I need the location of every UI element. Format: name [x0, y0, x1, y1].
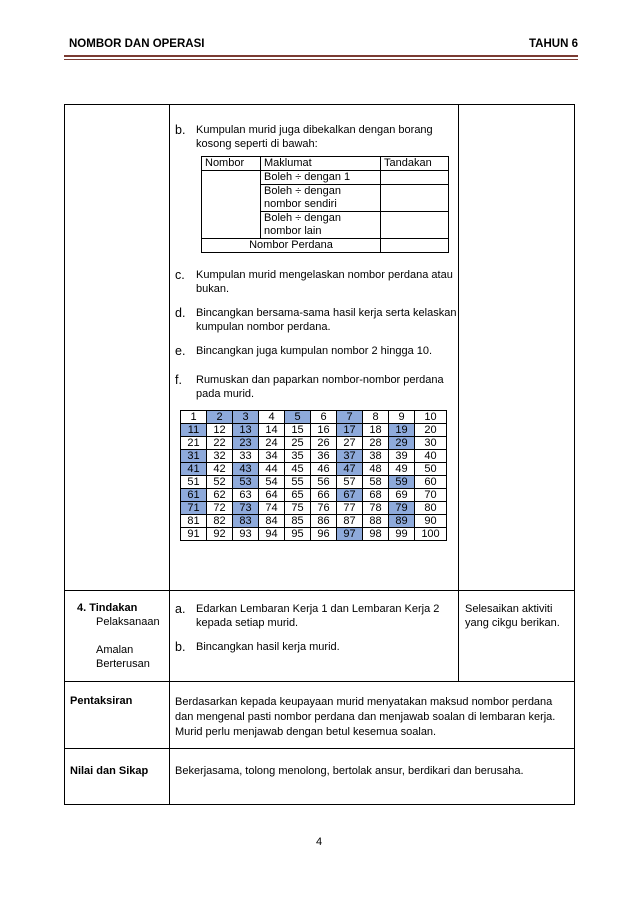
number-cell: 10	[415, 411, 447, 424]
number-grid-row	[181, 515, 447, 528]
number-cell: 84	[259, 515, 285, 528]
number-cell: 12	[207, 424, 233, 437]
number-cell: 2	[207, 411, 233, 424]
number-cell: 16	[311, 424, 337, 437]
tindakan-row	[65, 591, 575, 682]
number-cell: 14	[259, 424, 285, 437]
activity-content	[170, 105, 459, 591]
number-cell: 30	[415, 437, 447, 450]
number-cell: 32	[207, 450, 233, 463]
checklist-table	[201, 156, 449, 253]
item-c: c. Kumpulan murid mengelaskan nombor perdana atau bukan.	[175, 268, 453, 295]
header-nombor: Nombor	[202, 157, 261, 171]
number-cell: 38	[363, 450, 389, 463]
number-cell: 47	[337, 463, 363, 476]
pentaksiran-row	[65, 682, 575, 749]
header-maklumat: Maklumat	[261, 157, 381, 171]
number-cell: 77	[337, 502, 363, 515]
number-cell: 20	[415, 424, 447, 437]
prime-footer: Nombor Perdana	[202, 239, 381, 253]
number-grid-row	[181, 476, 447, 489]
number-cell: 29	[389, 437, 415, 450]
number-cell: 74	[259, 502, 285, 515]
number-cell: 55	[285, 476, 311, 489]
number-cell: 28	[363, 437, 389, 450]
number-cell: 61	[181, 489, 207, 502]
nilai-label: Nilai dan Sikap	[70, 765, 149, 777]
lesson-plan-table	[64, 104, 575, 805]
pentaksiran-text: Berdasarkan kepada keupayaan murid menyatakan maksud nombor perdana dan mengenal pasti nombor perdana dan menjawab soalan di lembaran kerja. Murid perlu menjawab dengan betul kesemua soalan.	[175, 696, 556, 738]
number-cell: 11	[181, 424, 207, 437]
number-cell: 86	[311, 515, 337, 528]
number-cell: 53	[233, 476, 259, 489]
pentaksiran-label: Pentaksiran	[70, 695, 133, 707]
number-cell: 58	[363, 476, 389, 489]
tick-cell-4	[381, 239, 449, 253]
tindakan-sub-pelaksanaan: Pelaksanaan	[96, 616, 160, 628]
number-cell: 75	[285, 502, 311, 515]
number-cell: 93	[233, 528, 259, 541]
number-cell: 78	[363, 502, 389, 515]
number-grid-row	[181, 411, 447, 424]
number-cell: 7	[337, 411, 363, 424]
number-cell: 33	[233, 450, 259, 463]
number-cell: 22	[207, 437, 233, 450]
number-cell: 4	[259, 411, 285, 424]
number-cell: 51	[181, 476, 207, 489]
number-cell: 37	[337, 450, 363, 463]
number-grid-row	[181, 502, 447, 515]
number-cell: 13	[233, 424, 259, 437]
activity-row	[65, 105, 575, 591]
number-cell: 99	[389, 528, 415, 541]
number-cell: 96	[311, 528, 337, 541]
number-cell: 25	[285, 437, 311, 450]
number-grid-row	[181, 463, 447, 476]
nilai-row	[65, 749, 575, 805]
number-cell: 44	[259, 463, 285, 476]
number-cell: 76	[311, 502, 337, 515]
number-cell: 42	[207, 463, 233, 476]
criteria-3: Boleh ÷ dengan nombor lain	[261, 212, 381, 239]
tick-cell-3	[381, 212, 449, 239]
number-cell: 91	[181, 528, 207, 541]
tick-cell-2	[381, 185, 449, 212]
number-cell: 43	[233, 463, 259, 476]
number-cell: 8	[363, 411, 389, 424]
number-cell: 63	[233, 489, 259, 502]
item-f: f. Rumuskan dan paparkan nombor-nombor perdana pada murid.	[175, 373, 444, 400]
number-cell: 100	[415, 528, 447, 541]
number-cell: 50	[415, 463, 447, 476]
number-cell: 46	[311, 463, 337, 476]
number-cell: 80	[415, 502, 447, 515]
number-cell: 83	[233, 515, 259, 528]
header-rule	[64, 55, 578, 57]
number-cell: 62	[207, 489, 233, 502]
number-cell: 48	[363, 463, 389, 476]
number-cell: 39	[389, 450, 415, 463]
number-cell: 9	[389, 411, 415, 424]
item-d: d. Bincangkan bersama-sama hasil kerja serta kelaskan kumpulan nombor perdana.	[175, 306, 457, 333]
number-cell: 69	[389, 489, 415, 502]
number-cell: 34	[259, 450, 285, 463]
number-cell: 79	[389, 502, 415, 515]
number-cell: 98	[363, 528, 389, 541]
number-cell: 95	[285, 528, 311, 541]
number-cell: 52	[207, 476, 233, 489]
criteria-2: Boleh ÷ dengan nombor sendiri	[261, 185, 381, 212]
number-cell: 68	[363, 489, 389, 502]
tindakan-sub-berterusan: Berterusan	[96, 658, 150, 670]
number-grid	[180, 410, 447, 541]
number-cell: 71	[181, 502, 207, 515]
number-cell: 36	[311, 450, 337, 463]
number-cell: 27	[337, 437, 363, 450]
nilai-text: Bekerjasama, tolong menolong, bertolak ansur, berdikari dan berusaha.	[175, 765, 524, 777]
header-rule-thin	[64, 59, 578, 60]
number-cell: 56	[311, 476, 337, 489]
number-cell: 19	[389, 424, 415, 437]
number-cell: 60	[415, 476, 447, 489]
number-cell: 17	[337, 424, 363, 437]
number-cell: 57	[337, 476, 363, 489]
number-cell: 72	[207, 502, 233, 515]
number-cell: 82	[207, 515, 233, 528]
number-cell: 88	[363, 515, 389, 528]
number-cell: 81	[181, 515, 207, 528]
item-e: e. Bincangkan juga kumpulan nombor 2 hingga 10.	[175, 344, 433, 358]
header-tandakan: Tandakan	[381, 157, 449, 171]
number-cell: 23	[233, 437, 259, 450]
number-cell: 26	[311, 437, 337, 450]
number-cell: 49	[389, 463, 415, 476]
number-cell: 64	[259, 489, 285, 502]
number-cell: 15	[285, 424, 311, 437]
item-b-text: Kumpulan murid juga dibekalkan dengan borang kosong seperti di bawah:	[196, 124, 433, 150]
tindakan-sub-amalan: Amalan	[96, 644, 134, 656]
number-grid-row	[181, 437, 447, 450]
number-cell: 18	[363, 424, 389, 437]
number-cell: 6	[311, 411, 337, 424]
number-cell: 45	[285, 463, 311, 476]
number-cell: 85	[285, 515, 311, 528]
number-cell: 35	[285, 450, 311, 463]
number-cell: 59	[389, 476, 415, 489]
number-cell: 3	[233, 411, 259, 424]
number-cell: 31	[181, 450, 207, 463]
number-cell: 21	[181, 437, 207, 450]
number-cell: 97	[337, 528, 363, 541]
number-cell: 5	[285, 411, 311, 424]
number-grid-row	[181, 450, 447, 463]
header-year: TAHUN 6	[529, 38, 578, 50]
number-cell: 65	[285, 489, 311, 502]
number-cell: 66	[311, 489, 337, 502]
tindakan-title: 4. Tindakan	[77, 602, 138, 614]
tick-cell-1	[381, 171, 449, 185]
number-cell: 94	[259, 528, 285, 541]
number-cell: 73	[233, 502, 259, 515]
header-title: NOMBOR DAN OPERASI	[69, 38, 205, 50]
number-cell: 24	[259, 437, 285, 450]
number-cell: 54	[259, 476, 285, 489]
number-grid-row	[181, 424, 447, 437]
number-cell: 89	[389, 515, 415, 528]
tindakan-note: Selesaikan aktiviti yang cikgu berikan.	[465, 603, 560, 629]
number-cell: 1	[181, 411, 207, 424]
number-cell: 41	[181, 463, 207, 476]
number-cell: 40	[415, 450, 447, 463]
number-cell: 67	[337, 489, 363, 502]
criteria-1: Boleh ÷ dengan 1	[261, 171, 381, 185]
tindakan-item-a: a. Edarkan Lembaran Kerja 1 dan Lembaran Kerja 2 kepada setiap murid.	[175, 602, 440, 629]
page-number: 4	[315, 836, 323, 848]
number-cell: 90	[415, 515, 447, 528]
tindakan-item-b: b. Bincangkan hasil kerja murid.	[175, 640, 340, 654]
number-cell: 70	[415, 489, 447, 502]
number-cell: 87	[337, 515, 363, 528]
item-b: b. Kumpulan murid juga dibekalkan dengan borang kosong seperti di bawah:	[175, 123, 458, 151]
number-grid-row	[181, 489, 447, 502]
number-cell: 92	[207, 528, 233, 541]
number-grid-row	[181, 528, 447, 541]
